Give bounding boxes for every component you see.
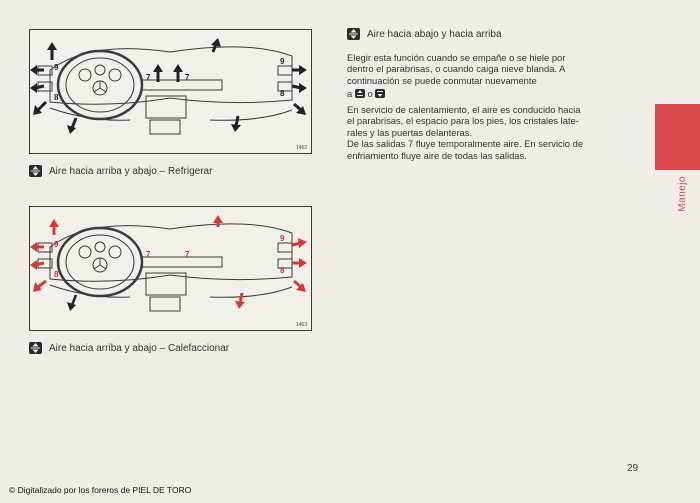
text-line: el parabrisas, el espacio para los pies, los cristales late- [347, 115, 579, 127]
caption-text: Aire hacia arriba y abajo – Refrigerar [49, 165, 213, 177]
outlet-label: 9 [54, 63, 59, 72]
caption-text: Aire hacia arriba y abajo – Calefaccionar [49, 342, 230, 354]
outlet-label: 9 [54, 240, 59, 249]
page-number: 29 [627, 463, 639, 474]
air-down-up-icon [347, 28, 360, 40]
outlet-label: 9 [280, 57, 285, 66]
section-tab-marker [655, 104, 700, 170]
outlet-label: 7 [185, 73, 190, 82]
dashboard-diagram-heating [30, 207, 311, 330]
figure-number: 1462 [295, 145, 307, 151]
air-up-down-icon [29, 342, 42, 354]
air-down-icon [375, 89, 385, 98]
credit-text: © Digitalizado por los foreros de PIEL DE TORO [9, 485, 192, 495]
outlet-label: 8 [54, 270, 59, 279]
text-line: Elegir esta función cuando se empañe o se hiele por [347, 52, 566, 63]
text-line: rales y las puertas delanteras. [347, 126, 473, 138]
figure-cooling [29, 29, 312, 154]
air-up-down-icon [29, 165, 42, 177]
section-tab-label: Manejo [677, 176, 688, 212]
figure-number: 1463 [295, 322, 307, 328]
outlet-label: 7 [185, 250, 190, 259]
text-line: dentro el parabrisas, o cuando caiga nieve blanda. A [347, 63, 566, 75]
text-fragment: o [367, 88, 373, 100]
outlet-label: 7 [146, 73, 151, 82]
caption-heating [29, 342, 229, 354]
caption-cooling [29, 165, 212, 177]
paragraph-usage [347, 52, 637, 100]
dashboard-diagram-cooling [30, 30, 311, 153]
outlet-label: 8 [280, 89, 285, 98]
text-line [347, 88, 637, 99]
defrost-icon [355, 89, 365, 98]
text-line: De las salidas 7 fluye temporalmente aire. En servicio de [347, 138, 584, 150]
outlet-label: 8 [54, 93, 59, 102]
text-line: enfriamiento fluye aire de todas las salidas. [347, 149, 527, 161]
outlet-label: 9 [280, 234, 285, 243]
text-fragment: a [347, 88, 353, 100]
text-line: En servicio de calentamiento, el aire es conducido hacia [347, 104, 581, 115]
text-line: continuación se puede conmutar nuevamente [347, 74, 537, 86]
outlet-label: 7 [146, 250, 151, 259]
section-heading-text: Aire hacia abajo y hacia arriba [367, 28, 502, 40]
outlet-label: 8 [280, 266, 285, 275]
figure-heating [29, 206, 312, 331]
section-heading [347, 28, 502, 40]
paragraph-operation [347, 104, 637, 161]
